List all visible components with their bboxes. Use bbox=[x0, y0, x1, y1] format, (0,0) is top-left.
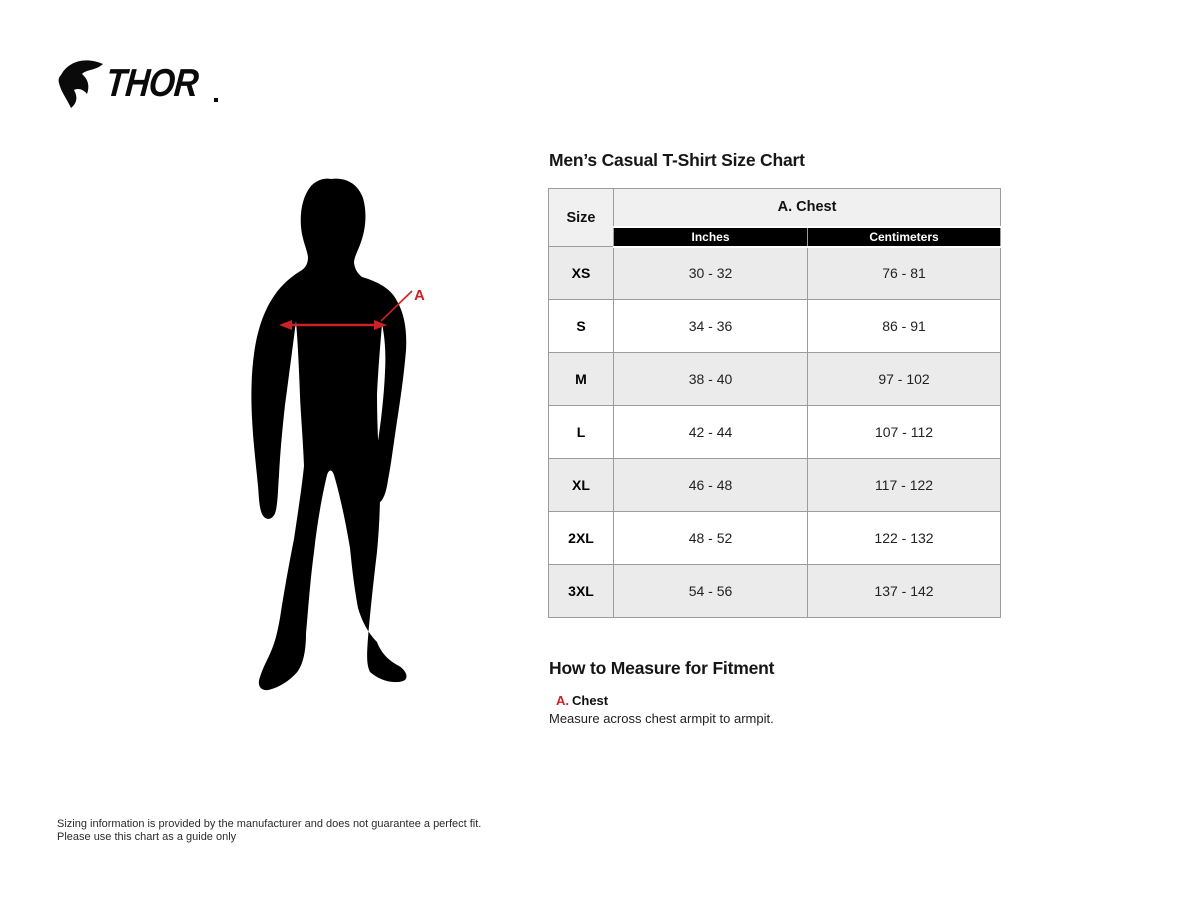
size-chart-title: Men’s Casual T-Shirt Size Chart bbox=[549, 150, 805, 170]
inches-cell: 46 - 48 bbox=[614, 459, 808, 512]
size-cell: M bbox=[549, 353, 614, 406]
inches-cell: 42 - 44 bbox=[614, 406, 808, 459]
cm-cell: 97 - 102 bbox=[808, 353, 1001, 406]
disclaimer-line-1: Sizing information is provided by the manufacturer and does not guarantee a perfect fit. bbox=[57, 818, 482, 830]
thor-logo-text: THOR bbox=[104, 61, 200, 105]
size-cell: 2XL bbox=[549, 512, 614, 565]
measure-point-letter: A. bbox=[556, 693, 569, 708]
disclaimer-line-2: Please use this chart as a guide only bbox=[57, 831, 237, 844]
inches-cell: 30 - 32 bbox=[614, 247, 808, 300]
cm-cell: 122 - 132 bbox=[808, 512, 1001, 565]
cm-cell: 76 - 81 bbox=[808, 247, 1001, 300]
disclaimer bbox=[57, 818, 481, 844]
table-row bbox=[549, 247, 1001, 300]
table-row bbox=[549, 300, 1001, 353]
male-silhouette bbox=[240, 170, 460, 710]
table-row bbox=[549, 512, 1001, 565]
thor-logo bbox=[54, 56, 218, 110]
cm-cell: 117 - 122 bbox=[808, 459, 1001, 512]
inches-cell: 34 - 36 bbox=[614, 300, 808, 353]
cm-cell: 107 - 112 bbox=[808, 406, 1001, 459]
inches-cell: 38 - 40 bbox=[614, 353, 808, 406]
inches-cell: 54 - 56 bbox=[614, 565, 808, 618]
cm-cell: 137 - 142 bbox=[808, 565, 1001, 618]
measure-point bbox=[556, 693, 608, 708]
unit-header-row bbox=[549, 227, 1001, 247]
thor-logo-trademark-dot bbox=[214, 98, 218, 102]
measure-point-description: Measure across chest armpit to armpit. bbox=[549, 711, 774, 726]
inches-unit-header: Inches bbox=[614, 227, 808, 247]
table-row bbox=[549, 459, 1001, 512]
chest-group-header: A. Chest bbox=[614, 189, 1001, 227]
table-row bbox=[549, 406, 1001, 459]
size-cell: XS bbox=[549, 247, 614, 300]
measure-point-name: Chest bbox=[572, 693, 609, 708]
size-chart-table bbox=[548, 188, 1001, 618]
centimeters-unit-header: Centimeters bbox=[808, 227, 1001, 247]
table-row bbox=[549, 565, 1001, 618]
measurement-label-a: A bbox=[414, 287, 425, 304]
inches-cell: 48 - 52 bbox=[614, 512, 808, 565]
measure-heading: How to Measure for Fitment bbox=[549, 658, 775, 678]
size-cell: L bbox=[549, 406, 614, 459]
size-cell: XL bbox=[549, 459, 614, 512]
size-cell: S bbox=[549, 300, 614, 353]
size-cell: 3XL bbox=[549, 565, 614, 618]
thor-logo-icon bbox=[54, 56, 106, 110]
size-column-header: Size bbox=[549, 189, 614, 247]
table-row bbox=[549, 353, 1001, 406]
male-silhouette-figure bbox=[240, 170, 460, 710]
cm-cell: 86 - 91 bbox=[808, 300, 1001, 353]
table-header-row bbox=[549, 189, 1001, 227]
